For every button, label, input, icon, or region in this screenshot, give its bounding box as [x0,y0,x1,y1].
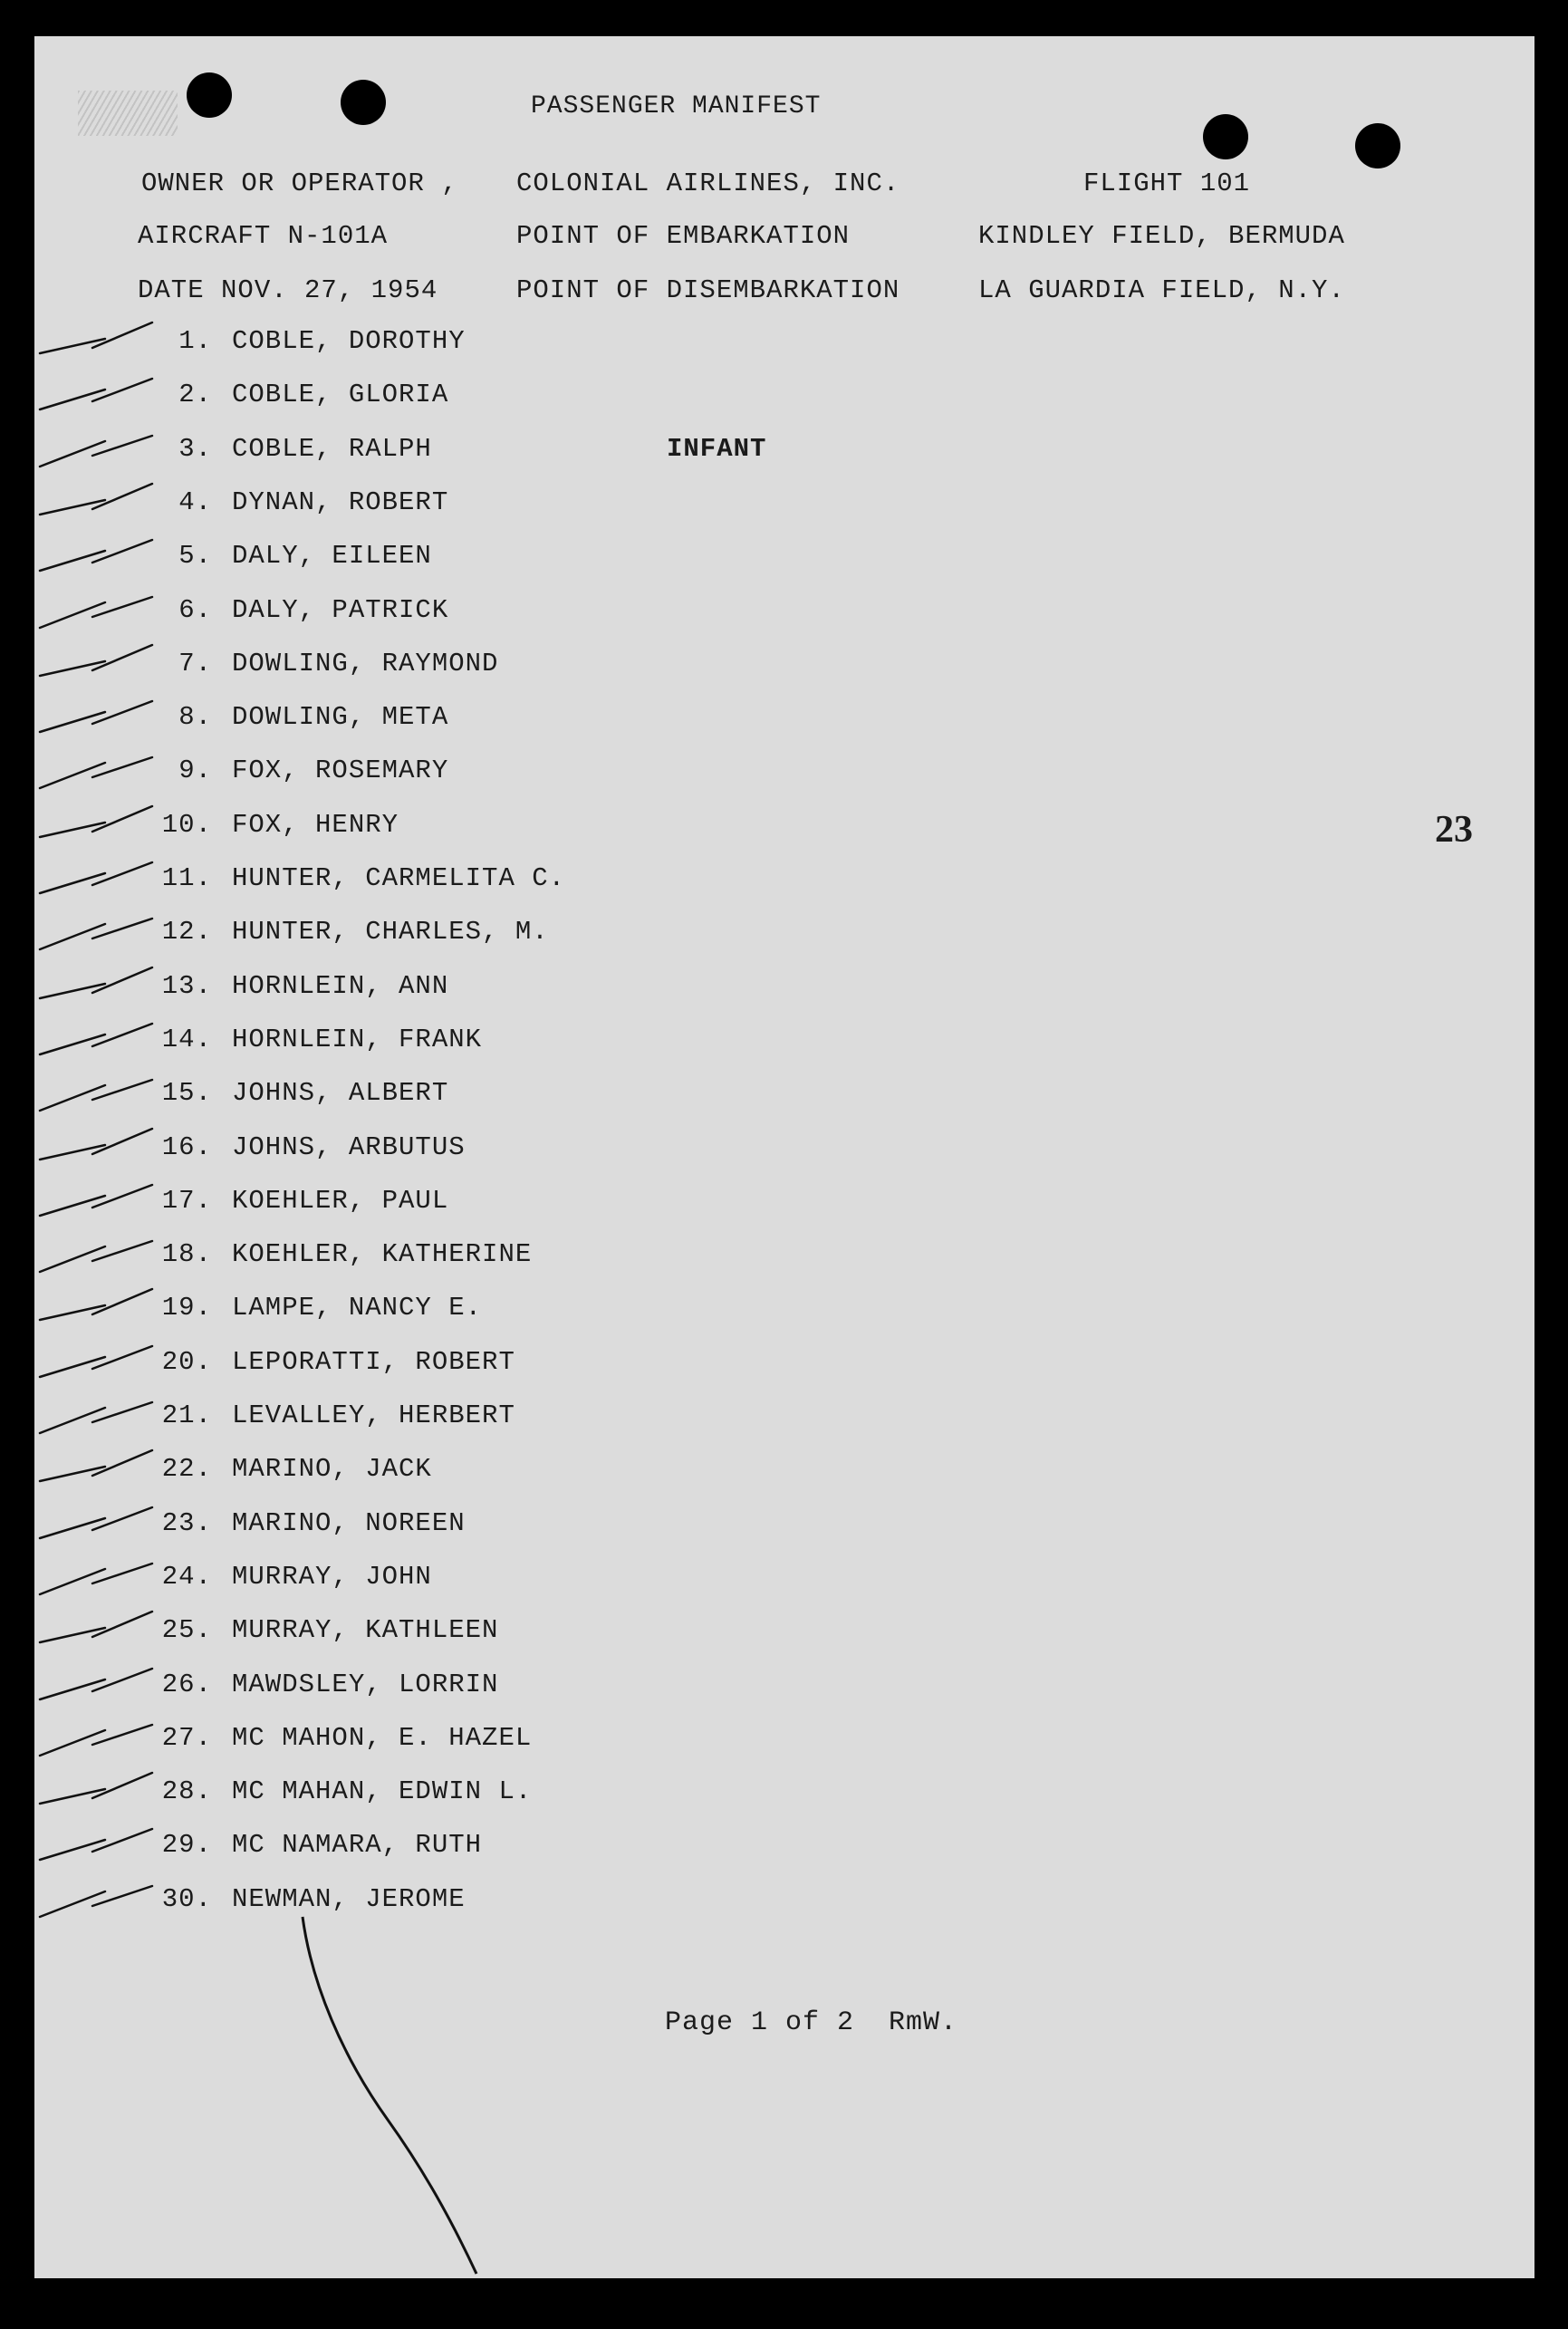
disembarkation-label: POINT OF DISEMBARKATION [516,275,900,305]
passenger-name: MURRAY, KATHLEEN [232,1615,499,1645]
passenger-number: 2. [178,380,212,409]
owner-label: OWNER OR OPERATOR , [141,168,458,198]
passenger-number: 15. [161,1078,212,1108]
passenger-number: 29. [161,1830,212,1860]
disembarkation-place: LA GUARDIA FIELD, N.Y. [978,275,1345,305]
passenger-number: 24. [161,1562,212,1592]
passenger-number: 28. [161,1776,212,1806]
passenger-name: KOEHLER, KATHERINE [232,1239,533,1269]
passenger-name: COBLE, GLORIA [232,380,449,409]
passenger-name: LAMPE, NANCY E. [232,1293,483,1323]
flight-number: FLIGHT 101 [1083,168,1251,198]
passenger-number: 3. [178,434,212,464]
passenger-number: 19. [161,1293,212,1323]
passenger-name: JOHNS, ARBUTUS [232,1132,466,1162]
passenger-number: 17. [161,1186,212,1216]
passenger-name: KOEHLER, PAUL [232,1186,449,1216]
operator-name: COLONIAL AIRLINES, INC. [516,168,900,198]
date-label: DATE NOV. 27, 1954 [138,275,438,305]
passenger-number: 10. [161,810,212,840]
passenger-name: HUNTER, CHARLES, M. [232,917,549,947]
passenger-name: NEWMAN, JEROME [232,1884,466,1914]
passenger-number: 20. [161,1347,212,1377]
passenger-name: MARINO, JACK [232,1454,432,1484]
passenger-name: LEPORATTI, ROBERT [232,1347,515,1377]
passenger-number: 16. [161,1132,212,1162]
passenger-name: DOWLING, RAYMOND [232,649,499,678]
embarkation-label: POINT OF EMBARKATION [516,221,851,251]
passenger-number: 30. [161,1884,212,1914]
passenger-number: 18. [161,1239,212,1269]
pen-stroke [34,36,1534,2278]
aircraft-label: AIRCRAFT N-101A [138,221,389,251]
passenger-name: MC MAHAN, EDWIN L. [232,1776,533,1806]
passenger-number: 26. [161,1670,212,1699]
passenger-number: 1. [178,326,212,356]
passenger-name: MC NAMARA, RUTH [232,1830,483,1860]
passenger-number: 7. [178,649,212,678]
passenger-number: 23. [161,1508,212,1538]
passenger-number: 21. [161,1400,212,1430]
passenger-number: 4. [178,487,212,517]
passenger-name: JOHNS, ALBERT [232,1078,449,1108]
manifest-page [34,36,1534,2278]
passenger-name: DALY, PATRICK [232,595,449,625]
manifest-title: PASSENGER MANIFEST [531,92,822,120]
folio-number: 23 [1435,809,1473,851]
passenger-name: DALY, EILEEN [232,541,432,571]
passenger-name: FOX, ROSEMARY [232,755,449,785]
passenger-name: COBLE, RALPH [232,434,432,464]
passenger-number: 11. [161,863,212,893]
passenger-name: HUNTER, CARMELITA C. [232,863,566,893]
passenger-number: 6. [178,595,212,625]
passenger-name: DOWLING, META [232,702,449,732]
passenger-name: HORNLEIN, ANN [232,971,449,1001]
passenger-number: 13. [161,971,212,1001]
passenger-number: 27. [161,1723,212,1753]
passenger-name: HORNLEIN, FRANK [232,1025,483,1054]
passenger-name: LEVALLEY, HERBERT [232,1400,515,1430]
passenger-name: COBLE, DOROTHY [232,326,466,356]
passenger-number: 9. [178,755,212,785]
passenger-note: INFANT [667,434,767,464]
embarkation-place: KINDLEY FIELD, BERMUDA [978,221,1345,251]
passenger-name: MAWDSLEY, LORRIN [232,1670,499,1699]
passenger-name: MC MAHON, E. HAZEL [232,1723,533,1753]
passenger-number: 22. [161,1454,212,1484]
passenger-number: 25. [161,1615,212,1645]
passenger-number: 5. [178,541,212,571]
passenger-name: DYNAN, ROBERT [232,487,449,517]
passenger-name: MURRAY, JOHN [232,1562,432,1592]
passenger-number: 14. [161,1025,212,1054]
passenger-number: 8. [178,702,212,732]
passenger-number: 12. [161,917,212,947]
page-footer: Page 1 of 2 RmW. [665,2007,958,2038]
passenger-name: MARINO, NOREEN [232,1508,466,1538]
passenger-name: FOX, HENRY [232,810,399,840]
